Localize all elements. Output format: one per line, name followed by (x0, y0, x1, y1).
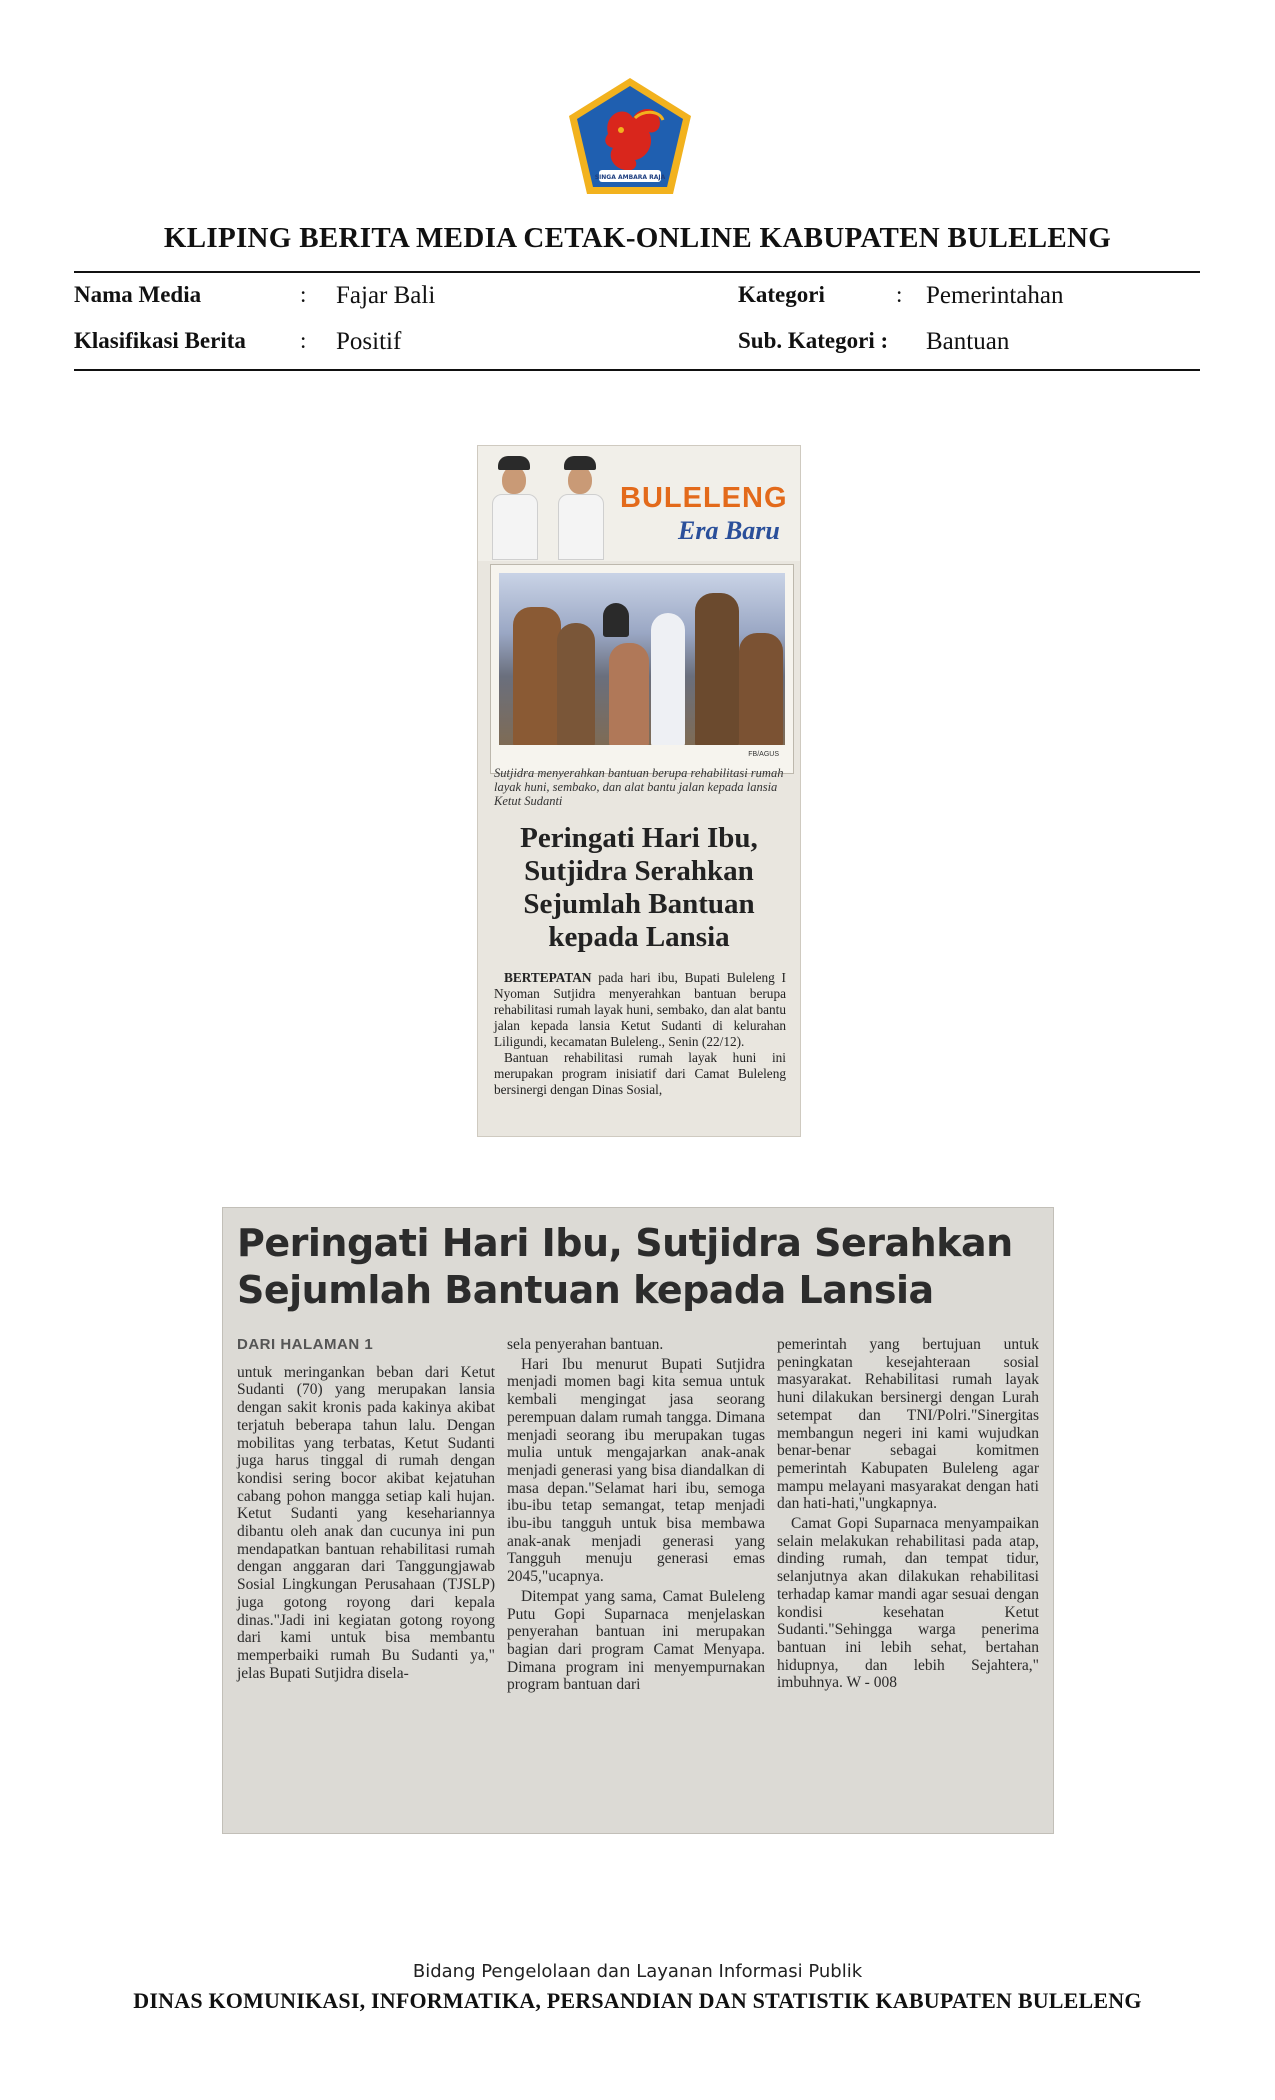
klasifikasi-colon: : (300, 328, 307, 353)
news-photo (499, 573, 785, 745)
photo-caption: Sutjidra menyerahkan bantuan berupa rehabilitasi rumah layak huni, sembako, dan alat bantu jalan kepada lansia Ketut Sudanti (494, 766, 784, 808)
page-title: KLIPING BERITA MEDIA CETAK-ONLINE KABUPATEN BULELENG (163, 222, 1112, 254)
column-1-text: untuk meringankan beban dari Ketut Sudanti (70) yang merupakan lansia dengan sakit kronis pada kakinya akibat terjatuh beberapa tahun lalu. Dengan mobilitas yang terbatas, Ketut Sudanti juga harus tinggal di rumah dengan kondisi sering bocor akibat kejatuhan cabang pohon mangga setiap kali hujan. Ketut Sudanti yang kesehariannya dibantu oleh anak dan cucunya ini pun mendapatkan bantuan rehabilitasi rumah dengan anggaran dari Tanggungjawab Sosial Lingkungan Perusahaan (TJSLP) juga gotong royong dari kepala dinas."Jadi ini kegiatan gotong royong dari kami untuk bisa membantu memperbaiki rumah Bu Sudanti ya," jelas Bupati Sutjidra disela- (237, 1363, 495, 1682)
front-paragraph-1: pada hari ibu, Bupati Buleleng I Nyoman Sutjidra menyerahkan bantuan berupa rehabilitasi rumah layak huni, sembako, dan alat bantu jalan kepada lansia Ketut Sudanti di kelurahan Liligundi, kecamatan Buleleng., Senin (22/12). (494, 970, 786, 1049)
header-bottom-rule (74, 369, 1200, 371)
continued-from-label: DARI HALAMAN 1 (237, 1336, 374, 1353)
media-colon: : (300, 282, 307, 307)
klasifikasi-value: Positif (336, 328, 402, 355)
front-headline: Peringati Hari Ibu, Sutjidra Serahkan Sejumlah Bantuan kepada Lansia (520, 822, 758, 953)
column-3-text-b: Camat Gopi Suparnaca menyampaikan selain melakukan rehabilitasi pada atap, dinding rumah, dan tempat tidur, selanjutnya akan dilakukan rehabilitasi terhadap kamar mandi agar sesuai dengan kondisi kesehatan Ketut Sudanti."Sehingga warga penerima bantuan ini lebih sehat, bertahan hidupnya, dan lebih Sejahtera," imbuhnya. W - 008 (777, 1515, 1039, 1692)
newspaper-clipping-front (477, 445, 801, 1137)
subkategori-label: Sub. Kategori : (738, 328, 889, 353)
column-2-text-a: sela penyerahan bantuan. (507, 1336, 664, 1353)
brand-subtitle: Era Baru (678, 516, 780, 545)
media-value: Fajar Bali (336, 282, 436, 309)
column-banner (478, 446, 800, 561)
kabupaten-buleleng-logo (563, 74, 697, 198)
front-article-body (494, 970, 786, 1098)
newspaper-clipping-continuation (222, 1207, 1054, 1834)
logo-motto: SINGA AMBARA RAJA (594, 174, 666, 181)
photo-credit: FB/AGUS (748, 751, 779, 758)
front-paragraph-2: Bantuan rehabilitasi rumah layak huni ini merupakan program inisiatif dari Camat Buleleng bersinergi dengan Dinas Sosial, (494, 1050, 786, 1097)
lead-word: BERTEPATAN (504, 970, 592, 985)
header-top-rule (74, 271, 1200, 273)
subkategori-value: Bantuan (926, 328, 1010, 355)
news-photo-frame (490, 564, 794, 774)
kategori-colon: : (896, 282, 903, 307)
official-portrait-1 (492, 456, 536, 556)
column-2-text-b: Hari Ibu menurut Bupati Sutjidra menjadi momen bagi kita semua untuk kembali mengingat jasa seorang perempuan dalam rumah tangga. Dimana menjadi seorang ibu merupakan tugas mulia untuk mengajarkan anak-anak menjadi generasi yang bisa diandalkan di masa depan."Selamat hari ibu, semoga ibu-ibu tetap semangat, tetap menjadi ibu-ibu tangguh untuk bisa membawa anak-anak menjadi generasi yang Tangguh menuju generasi emas 2045,"ucapnya. (507, 1355, 765, 1586)
column-2-text-c: Ditempat yang sama, Camat Buleleng Putu Gopi Suparnaca menjelaskan penyerahan bantuan ini merupakan bagian dari program Camat Menyapa. Dimana program ini menyempurnakan program bantuan dari (507, 1587, 765, 1694)
kategori-label: Kategori (738, 282, 825, 307)
continuation-headline: Peringati Hari Ibu, Sutjidra Serahkan Sejumlah Bantuan kepada Lansia (237, 1221, 1013, 1312)
media-label: Nama Media (74, 282, 202, 307)
brand-title: BULELENG (620, 482, 788, 514)
official-portrait-2 (558, 456, 602, 556)
article-column-3 (777, 1336, 1039, 1694)
footer-division: Bidang Pengelolaan dan Layanan Informasi Publik (412, 1961, 863, 1982)
footer-agency: DINAS KOMUNIKASI, INFORMATIKA, PERSANDIAN DAN STATISTIK KABUPATEN BULELENG (133, 1988, 1142, 2013)
article-column-1 (237, 1336, 495, 1684)
column-3-text-a: pemerintah yang bertujuan untuk peningkatan kesejahteraan sosial masyarakat. Rehabilitasi rumah layak huni dilakukan bersinergi dengan Lurah setempat dan TNI/Polri."Sinergitas membangun negeri ini kami wujudkan benar-benar sebagai komitmen pemerintah Kabupaten Buleleng agar mampu melayani masyarakat dengan hati dan hati-hati,"ungkapnya. (777, 1336, 1039, 1513)
article-column-2 (507, 1336, 765, 1696)
kategori-value: Pemerintahan (926, 282, 1064, 309)
klasifikasi-label: Klasifikasi Berita (74, 328, 246, 353)
